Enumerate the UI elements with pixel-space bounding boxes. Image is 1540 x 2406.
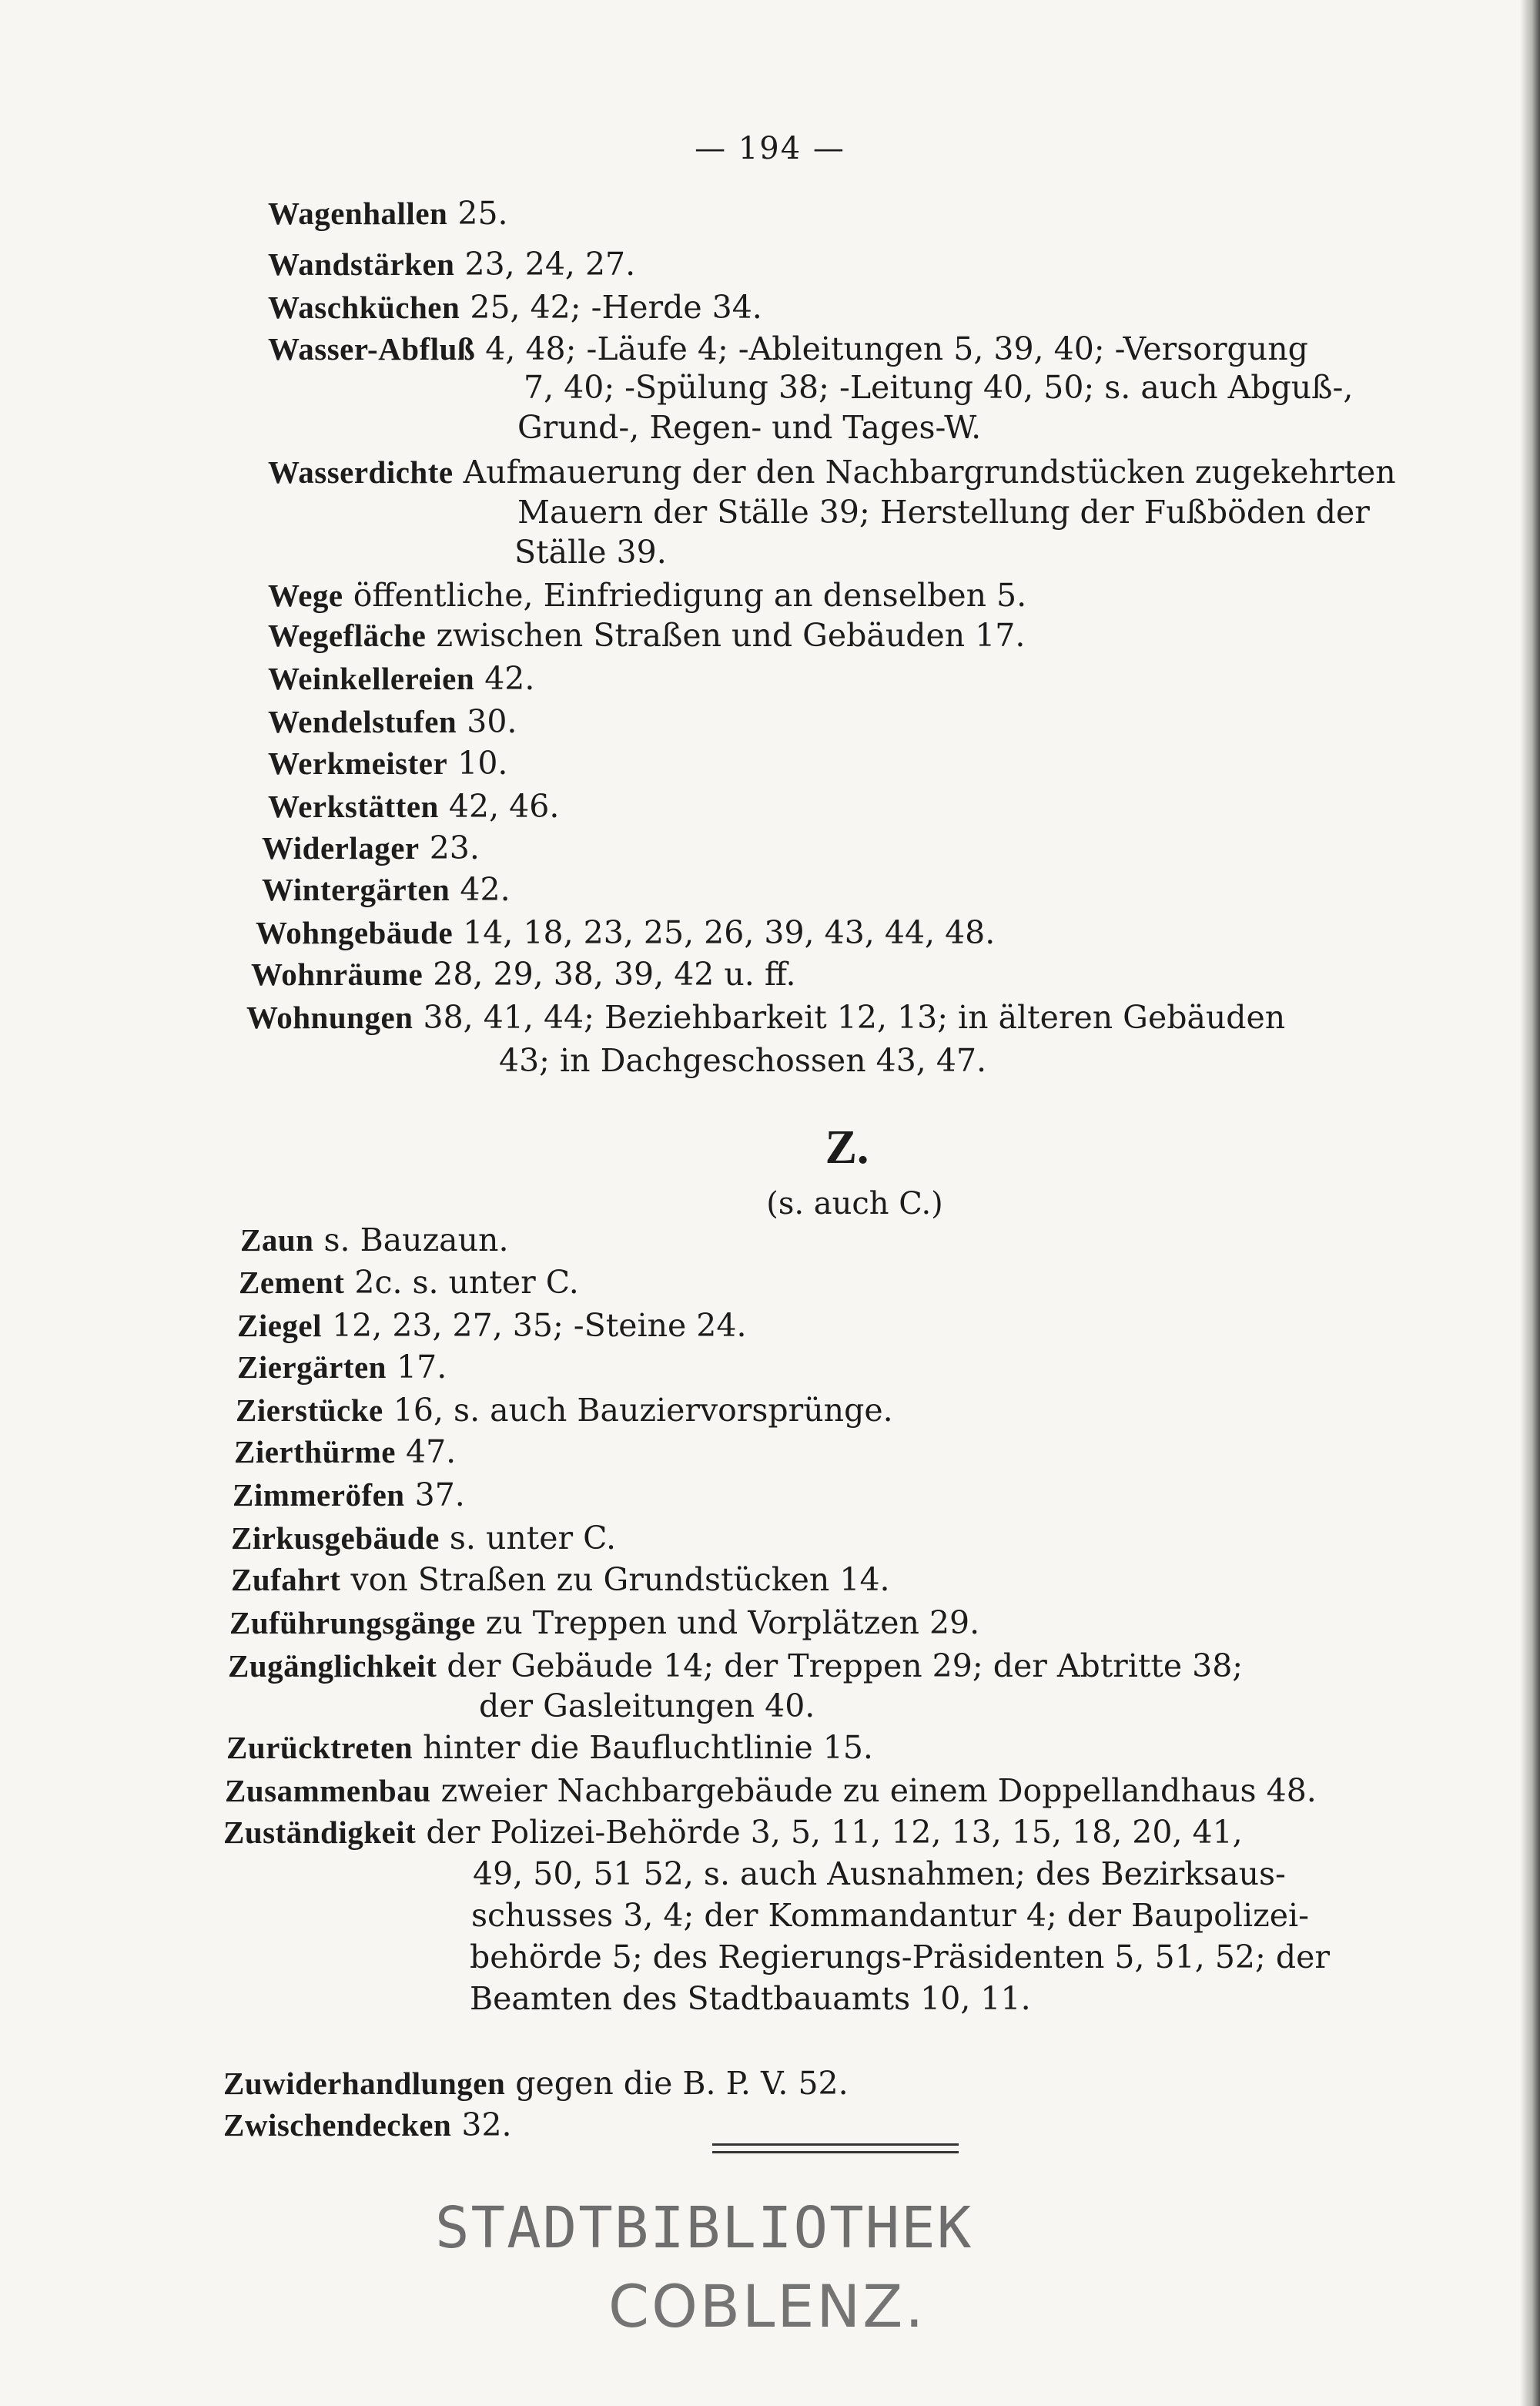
entry-term: Zuführungsgänge bbox=[229, 1605, 476, 1640]
entry-continuation: Grund-, Regen- und Tages-W. bbox=[517, 409, 982, 446]
index-entry bbox=[229, 1603, 979, 1642]
entry-text: 23. bbox=[429, 829, 480, 866]
entry-continuation: der Gasleitungen 40. bbox=[479, 1687, 815, 1724]
entry-term: Wege bbox=[268, 578, 343, 613]
index-entry bbox=[268, 616, 1025, 655]
entry-continuation: Mauern der Ställe 39; Herstellung der Fußböden der bbox=[517, 494, 1370, 531]
entry-text: 42, 46. bbox=[448, 788, 560, 825]
index-entry bbox=[268, 576, 1026, 615]
index-entry bbox=[237, 1348, 447, 1386]
index-entry bbox=[262, 829, 480, 867]
index-entry bbox=[268, 702, 517, 741]
index-entry bbox=[236, 1391, 893, 1429]
entry-text: der Gebäude 14; der Treppen 29; der Abtritte 38; bbox=[447, 1647, 1244, 1684]
entry-term: Zirkusgebäude bbox=[231, 1520, 440, 1556]
entry-term: Zurücktreten bbox=[226, 1730, 413, 1765]
index-entry bbox=[268, 659, 534, 698]
entry-text: 30. bbox=[467, 703, 517, 740]
index-entry bbox=[225, 1771, 1317, 1810]
entry-continuation: 49, 50, 51 52, s. auch Ausnahmen; des Bezirksaus- bbox=[473, 1855, 1286, 1892]
section-reference: (s. auch C.) bbox=[766, 1186, 943, 1221]
entry-text: 2c. s. unter C. bbox=[354, 1264, 579, 1301]
index-entry bbox=[246, 998, 1285, 1037]
entry-term: Wegefläche bbox=[268, 618, 427, 653]
index-entry bbox=[228, 1647, 1243, 1685]
entry-continuation: behörde 5; des Regierungs-Präsidenten 5, 51, 52; der bbox=[470, 1939, 1330, 1975]
entry-term: Wandstärken bbox=[268, 246, 455, 282]
index-entry bbox=[262, 870, 511, 909]
index-entry bbox=[231, 1560, 890, 1599]
entry-term: Werkstätten bbox=[268, 789, 439, 824]
entry-text: 12, 23, 27, 35; -Steine 24. bbox=[332, 1307, 747, 1344]
entry-term: Wasser-Abfluß bbox=[268, 331, 476, 367]
entry-text: 28, 29, 38, 39, 42 u. ff. bbox=[433, 956, 796, 993]
entry-term: Zugänglichkeit bbox=[228, 1648, 437, 1684]
entry-term: Zaun bbox=[240, 1222, 314, 1258]
entry-term: Waschküchen bbox=[268, 290, 460, 325]
entry-term: Zwischendecken bbox=[223, 2107, 452, 2143]
entry-text: 4, 48; -Läufe 4; -Ableitungen 5, 39, 40; -Versorgung bbox=[485, 330, 1308, 367]
entry-text: zu Treppen und Vorplätzen 29. bbox=[485, 1604, 980, 1641]
index-entry bbox=[223, 2106, 512, 2144]
entry-text: gegen die B. P. V. 52. bbox=[515, 2065, 849, 2102]
entry-text: 10. bbox=[457, 745, 508, 782]
entry-text: 14, 18, 23, 25, 26, 39, 43, 44, 48. bbox=[463, 914, 996, 951]
entry-text: s. Bauzaun. bbox=[323, 1221, 509, 1258]
entry-text: 42. bbox=[460, 871, 511, 908]
entry-continuation: Ställe 39. bbox=[514, 534, 667, 571]
entry-term: Widerlager bbox=[262, 830, 420, 866]
index-entry bbox=[268, 245, 635, 283]
entry-term: Wasserdichte bbox=[268, 454, 454, 490]
entry-text: 42. bbox=[484, 660, 535, 697]
index-entry bbox=[231, 1519, 616, 1557]
entry-text: 47. bbox=[406, 1433, 457, 1470]
page-edge-shadow bbox=[1520, 0, 1540, 2406]
entry-term: Wintergärten bbox=[262, 872, 450, 907]
index-entry bbox=[223, 2064, 849, 2103]
entry-text: 25, 42; -Herde 34. bbox=[470, 289, 762, 326]
entry-text: von Straßen zu Grundstücken 14. bbox=[350, 1561, 890, 1598]
index-entry bbox=[268, 288, 762, 327]
index-entry bbox=[223, 1813, 1243, 1851]
divider-rule bbox=[712, 2143, 959, 2146]
index-entry bbox=[268, 787, 559, 826]
entry-continuation: 7, 40; -Spülung 38; -Leitung 40, 50; s. auch Abguß-, bbox=[524, 369, 1354, 406]
index-entry bbox=[268, 453, 1396, 491]
entry-term: Wendelstufen bbox=[268, 704, 457, 739]
entry-term: Zuständigkeit bbox=[223, 1815, 417, 1850]
entry-term: Zimmeröfen bbox=[233, 1477, 405, 1513]
entry-term: Zierthürme bbox=[234, 1434, 396, 1469]
entry-text: 23, 24, 27. bbox=[464, 246, 636, 283]
entry-term: Zierstücke bbox=[236, 1392, 383, 1428]
index-entry bbox=[268, 744, 507, 782]
entry-term: Ziergärten bbox=[237, 1349, 387, 1385]
entry-term: Zuwiderhandlungen bbox=[223, 2066, 506, 2101]
entry-text: zweier Nachbargebäude zu einem Doppellandhaus 48. bbox=[440, 1772, 1317, 1809]
entry-text: 38, 41, 44; Beziehbarkeit 12, 13; in älteren Gebäuden bbox=[423, 999, 1286, 1036]
entry-text: hinter die Baufluchtlinie 15. bbox=[423, 1729, 873, 1766]
entry-text: s. unter C. bbox=[449, 1520, 617, 1557]
index-entry bbox=[226, 1728, 873, 1767]
entry-text: 16, s. auch Bauziervorsprünge. bbox=[393, 1392, 893, 1429]
entry-term: Zusammenbau bbox=[225, 1773, 431, 1808]
index-entry bbox=[268, 330, 1308, 368]
entry-term: Wohngebäude bbox=[256, 915, 454, 950]
index-entry bbox=[256, 913, 995, 952]
index-entry bbox=[251, 955, 796, 994]
entry-term: Werkmeister bbox=[268, 746, 448, 781]
divider-rule bbox=[712, 2151, 959, 2153]
entry-text: Aufmauerung der den Nachbargrundstücken zugekehrten bbox=[463, 454, 1396, 491]
library-stamp-city: COBLENZ. bbox=[608, 2272, 926, 2341]
entry-term: Zufahrt bbox=[231, 1562, 341, 1597]
entry-term: Ziegel bbox=[237, 1308, 323, 1343]
entry-term: Wohnräume bbox=[251, 957, 424, 992]
index-entry bbox=[234, 1433, 456, 1471]
entry-term: Weinkellereien bbox=[268, 661, 475, 696]
index-entry bbox=[239, 1263, 579, 1302]
entry-text: 32. bbox=[461, 2106, 512, 2143]
entry-text: der Polizei-Behörde 3, 5, 11, 12, 13, 15, 18, 20, 41, bbox=[426, 1814, 1243, 1851]
entry-text: 25. bbox=[457, 195, 508, 232]
entry-text: 17. bbox=[397, 1349, 447, 1386]
entry-term: Wagenhallen bbox=[268, 196, 448, 231]
index-entry bbox=[268, 194, 508, 233]
library-stamp-name: STADTBIBLIOTHEK bbox=[435, 2195, 973, 2261]
index-entry bbox=[233, 1476, 465, 1514]
index-entry bbox=[240, 1221, 508, 1259]
entry-text: öffentliche, Einfriedigung an denselben 5. bbox=[353, 577, 1027, 614]
entry-term: Zement bbox=[239, 1265, 345, 1300]
entry-continuation: 43; in Dachgeschossen 43, 47. bbox=[499, 1042, 987, 1079]
entry-continuation: schusses 3, 4; der Kommandantur 4; der Baupolizei- bbox=[471, 1897, 1309, 1934]
page-number: — 194 — bbox=[695, 131, 845, 166]
section-letter: Z. bbox=[825, 1121, 869, 1174]
entry-continuation: Beamten des Stadtbauamts 10, 11. bbox=[470, 1980, 1031, 2017]
entry-text: zwischen Straßen und Gebäuden 17. bbox=[436, 617, 1026, 654]
index-entry bbox=[237, 1306, 747, 1345]
entry-text: 37. bbox=[414, 1476, 465, 1513]
entry-term: Wohnungen bbox=[246, 1000, 413, 1035]
